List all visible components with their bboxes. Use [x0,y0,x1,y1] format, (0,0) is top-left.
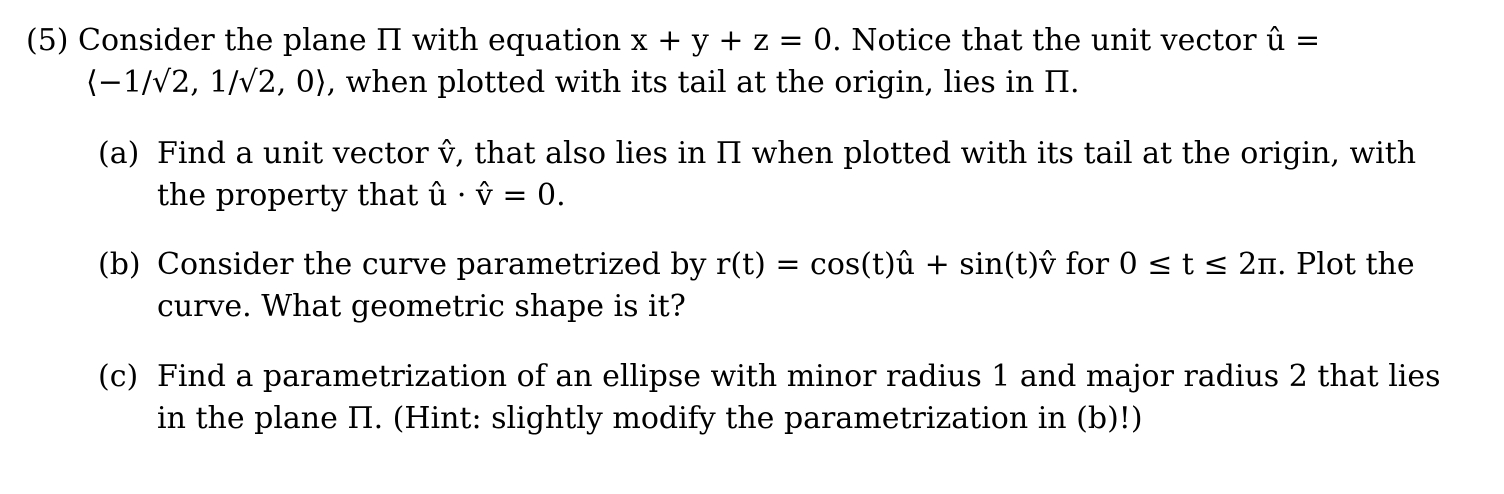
part-a-label: (a) [98,136,140,171]
problem-statement-line-2: ⟨−1/√2, 1/√2, 0⟩, when plotted with its tail at the origin, lies in Π. [86,65,1080,100]
problem-number: (5) [26,23,69,58]
part-c-line-1 [98,356,1476,398]
part-c [26,356,1476,440]
problem-5 [26,20,1476,440]
part-c-label: (c) [98,359,139,394]
part-c-line-2: in the plane Π. (Hint: slightly modify the parametrization in (b)!) [157,401,1143,436]
part-a-text-1: Find a unit vector v̂, that also lies in Π when plotted with its tail at the origin, with [157,136,1417,171]
part-b-line-1 [98,244,1476,286]
part-a [26,133,1476,217]
problem-statement-text [26,20,1320,62]
part-b-text-1: Consider the curve parametrized by r(t) = cos(t)û + sin(t)v̂ for 0 ≤ t ≤ 2π. Plot the [157,247,1415,282]
part-a-line-1 [98,133,1476,175]
part-c-text-1: Find a parametrization of an ellipse with minor radius 1 and major radius 2 that lies [157,359,1441,394]
part-b-line-2: curve. What geometric shape is it? [157,289,686,324]
part-b [26,244,1476,328]
problem-statement-line-1 [26,20,1476,62]
part-b-label: (b) [98,247,141,282]
part-a-line-2: the property that û · v̂ = 0. [157,178,566,213]
problem-line-1: Consider the plane Π with equation x + y + z = 0. Notice that the unit vector û = [78,23,1321,58]
